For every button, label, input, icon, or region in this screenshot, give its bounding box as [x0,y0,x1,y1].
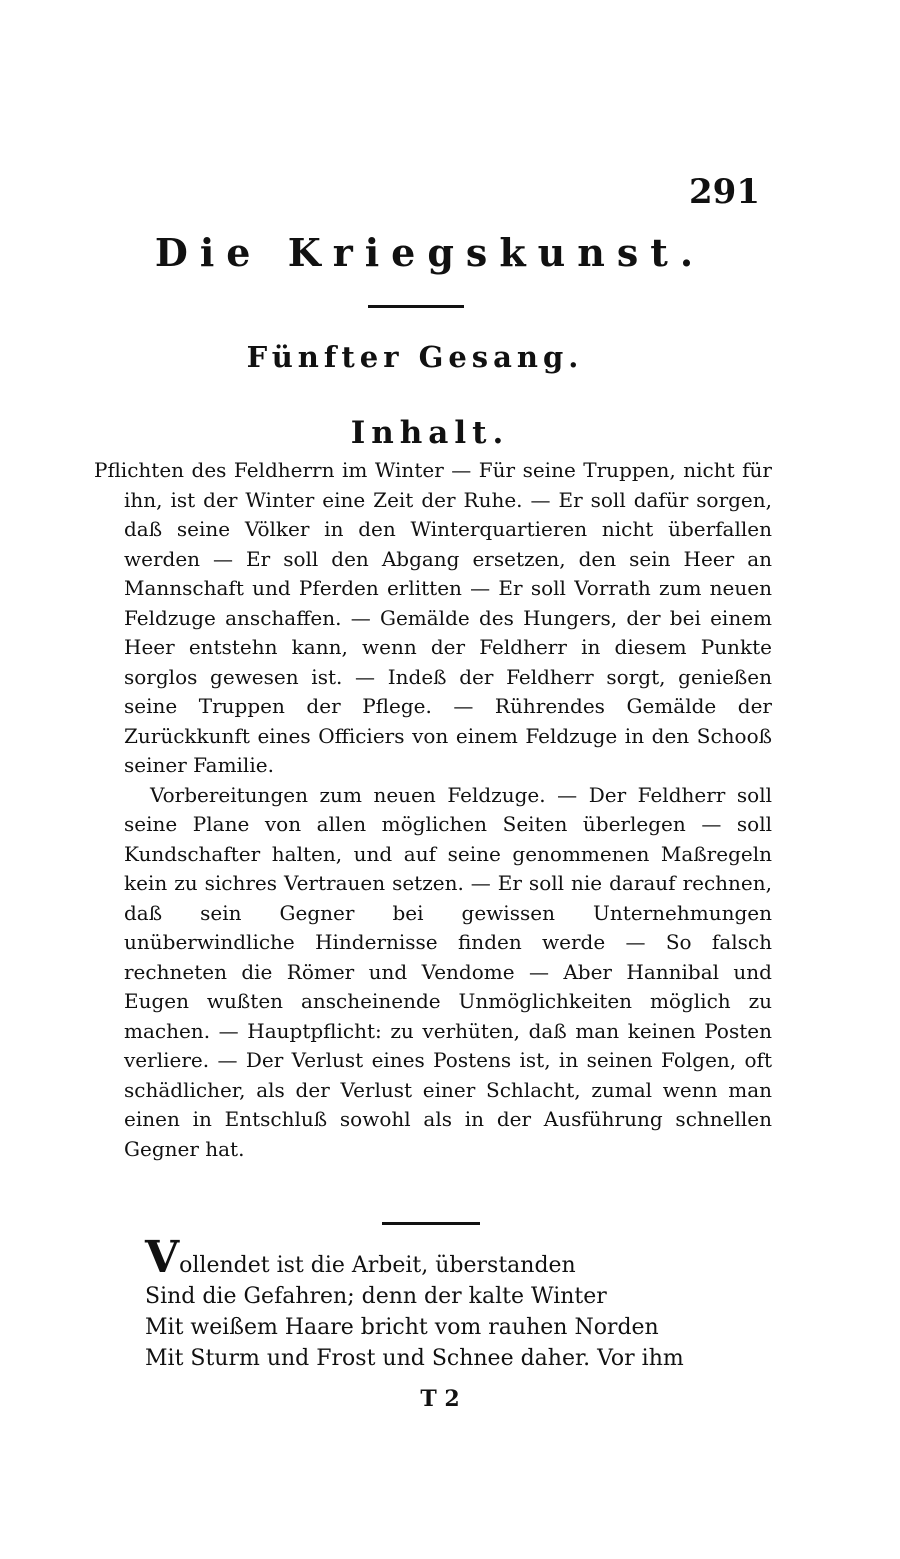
verse-line-1-text: ollendet ist die Arbeit, überstanden [179,1253,576,1278]
page-number: 291 [689,172,760,212]
signature-mark: T 2 [420,1386,460,1412]
title-divider [368,305,464,308]
verse-line-2: Sind die Gefahren; denn der kalte Winter [145,1284,607,1309]
verse-line-4: Mit Sturm und Frost und Schnee daher. Vor ihm [145,1346,684,1371]
verse-line-3: Mit weißem Haare bricht vom rauhen Norden [145,1315,659,1340]
canto-subtitle: Fünfter Gesang. [246,340,584,374]
summary-paragraph-2: Vorbereitungen zum neuen Feldzuge. — Der Feldherr soll seine Plane von allen möglichen Seiten überlegen — soll Kundschafter halten, und auf seine genommenen Maßregeln kein zu sichres Vertrauen setzen. — Er soll nie darauf rechnen, daß sein Gegner bei gewissen Unternehmungen unüberwindliche Hindernisse finden werde — So falsch rechneten die Römer und Vendome — Aber Hannibal und Eugen wußten anscheinende Unmöglichkeiten möglich zu machen. — Hauptpflicht: zu verhüten, daß man keinen Posten verliere. — Der Verlust eines Postens ist, in seinen Folgen, oft schädlicher, als der Verlust einer Schlacht, zumal wenn man einen in Entschluß sowohl als in der Ausführung schnellen Gegner hat. [124,782,772,1161]
verse-line-1 [145,1232,785,1283]
contents-summary [94,456,772,1164]
page-title: Die Kriegskunst. [154,230,706,275]
section-divider [382,1222,480,1225]
poem-verse [145,1232,785,1374]
drop-cap: V [145,1232,180,1283]
summary-paragraph-1: Pflichten des Feldherrn im Winter — Für seine Truppen, nicht für ihn, ist der Winter eine Zeit der Ruhe. — Er soll dafür sorgen, daß seine Völker in den Winterquartieren nicht überfallen werden — Er soll den Abgang ersetzen, den sein Heer an Mannschaft und Pferden erlitten — Er soll Vorrath zum neuen Feldzuge anschaffen. — Gemälde des Hungers, der bei einem Heer entstehn kann, wenn der Feldherr in diesem Punkte sorglos gewesen ist. — Indeß der Feldherr sorgt, genießen seine Truppen der Pflege. — Rührendes Gemälde der Zurückkunft eines Officiers von einem Feldzuge in den Schooß seiner Familie. [94,458,772,777]
contents-heading: Inhalt. [350,415,510,451]
